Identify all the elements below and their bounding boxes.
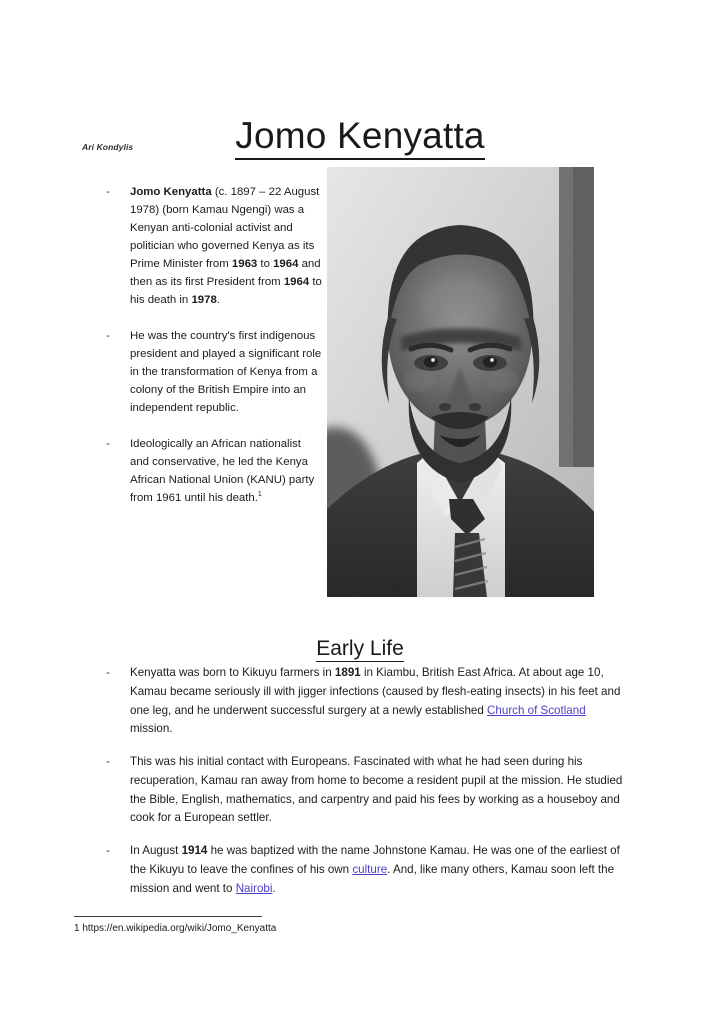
emphasis-bold: 1978 xyxy=(191,294,217,307)
intro-bullet xyxy=(104,183,322,309)
bullet-marker: - xyxy=(106,755,110,769)
emphasis-bold: Jomo Kenyatta xyxy=(130,186,212,198)
body-text: . xyxy=(216,294,220,307)
footnote-separator xyxy=(74,916,262,917)
body-text: (c. 1897 – 22 August 1978) (born Kamau Ngengi) was a Kenyan anti-colonial activist and politician who governed Kenya as its Prime Minister from xyxy=(130,186,320,271)
emphasis-bold: 1963 xyxy=(231,258,258,271)
inline-link[interactable]: Nairobi xyxy=(235,881,273,895)
emphasis-bold: 1964 xyxy=(283,276,310,289)
footnote: 1 https://en.wikipedia.org/wiki/Jomo_Kenyatta xyxy=(74,923,277,934)
body-text: mission. xyxy=(130,722,173,736)
footnote-reference[interactable]: 1 xyxy=(257,491,262,499)
intro-bullet-text xyxy=(130,438,314,504)
bullet-marker: - xyxy=(106,330,110,343)
portrait-photo-image xyxy=(327,167,594,597)
section-heading-text: Early Life xyxy=(316,637,404,661)
body-text: Ideologically an African nationalist and conservative, he led the Kenya African National Union (KANU) party from 1961 until his death. xyxy=(130,438,315,505)
bullet-marker: - xyxy=(106,186,110,198)
body-text: he was baptized with the name Johnstone Kamau. He was one of the earliest of the Kikuyu to leave the confines of his own xyxy=(130,844,620,877)
body-text: This was his initial contact with Europeans. Fascinated with what he had seen during his recuperation, Kamau ran away from home to become a resident pupil at the mission. He studied the Bible, English, mathematics, and carpentry and paid his fees by working as a houseboy and cook for a European settler. xyxy=(130,755,623,825)
body-text: and then as its first President from xyxy=(130,258,321,289)
intro-bullet xyxy=(104,327,322,417)
body-text: He was the country's first indigenous president and played a significant role in the transformation of Kenya from a colony of the British Empire into an independent republic. xyxy=(130,330,322,415)
body-text: . And, like many others, Kamau soon left the mission and went to xyxy=(130,863,615,895)
bullet-marker: - xyxy=(106,666,110,679)
body-text: to xyxy=(257,258,274,271)
body-text: In August xyxy=(130,844,182,858)
early-life-bullet-text xyxy=(130,844,620,895)
inline-link[interactable]: culture xyxy=(352,863,388,877)
author-byline: Ari Kondylis xyxy=(82,142,134,152)
bullet-marker: - xyxy=(106,844,110,858)
inline-link[interactable]: Church of Scotland xyxy=(487,703,586,717)
early-life-bullet xyxy=(104,842,629,898)
body-text: . xyxy=(272,881,276,895)
body-text: to his death in xyxy=(130,276,322,307)
intro-bullet xyxy=(104,435,322,507)
page-title-text: Jomo Kenyatta xyxy=(235,115,484,160)
early-life-bullet-list xyxy=(104,664,629,913)
intro-bullet-list xyxy=(104,183,322,525)
bullet-marker: - xyxy=(106,438,110,451)
portrait-photo xyxy=(327,167,594,597)
body-text: Kenyatta was born to Kikuyu farmers in xyxy=(130,666,335,679)
section-heading-early-life xyxy=(0,637,720,661)
early-life-bullet xyxy=(104,664,629,739)
emphasis-bold: 1914 xyxy=(181,844,208,858)
early-life-bullet-text xyxy=(130,666,620,735)
intro-bullet-text xyxy=(130,330,321,414)
early-life-bullet xyxy=(104,753,629,828)
early-life-bullet-text xyxy=(130,755,622,824)
emphasis-bold: 1964 xyxy=(273,258,299,271)
emphasis-bold: 1891 xyxy=(334,666,361,679)
body-text: in Kiambu, British East Africa. At about age 10, Kamau became seriously ill with jigger infections (caused by flesh-eating insects) in his feet and one leg, and he underwent successful surgery at a newly established xyxy=(130,666,621,717)
intro-bullet-text xyxy=(130,186,322,306)
